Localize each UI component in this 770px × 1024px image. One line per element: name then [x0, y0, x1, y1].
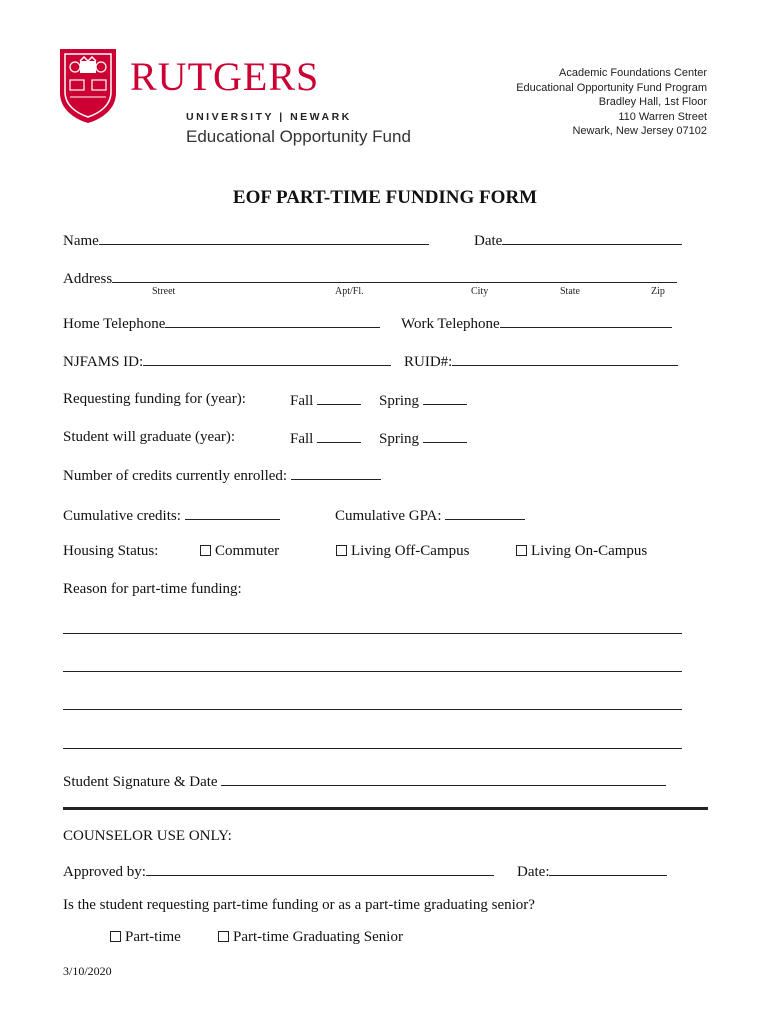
ruid-label: RUID#: [404, 354, 453, 370]
reason-line[interactable] [63, 671, 682, 672]
part-time-senior-label: Part-time Graduating Senior [233, 929, 403, 945]
approved-field[interactable] [146, 861, 494, 876]
home-phone-field[interactable] [165, 313, 380, 328]
housing-label: Housing Status: [63, 543, 159, 559]
housing-option-off-campus[interactable] [336, 542, 469, 560]
address-field[interactable] [112, 268, 677, 283]
counselor-question: Is the student requesting part-time funding or as a part-time graduating senior? [63, 897, 535, 913]
work-phone-field[interactable] [500, 313, 672, 328]
address-sub-apt: Apt/Fl. [335, 286, 364, 297]
off-campus-label: Living Off-Campus [351, 543, 470, 559]
graduate-spring-label: Spring [379, 431, 420, 447]
address-line: Bradley Hall, 1st Floor [598, 96, 707, 108]
credits-enrolled-label: Number of credits currently enrolled: [63, 468, 288, 484]
address-label: Address [63, 271, 113, 287]
njfams-field[interactable] [143, 351, 391, 366]
rutgers-logo [58, 47, 418, 152]
revision-date: 3/10/2020 [63, 964, 112, 978]
graduate-spring-field[interactable] [423, 428, 467, 443]
checkbox-icon[interactable] [200, 545, 211, 556]
address-line: Educational Opportunity Fund Program [516, 81, 707, 94]
requesting-fall-field[interactable] [317, 390, 361, 405]
address-line: 110 Warren Street [618, 110, 707, 123]
office-address [516, 66, 707, 139]
home-phone-label: Home Telephone [63, 316, 166, 332]
address-line: Newark, New Jersey 07102 [572, 125, 707, 137]
housing-option-on-campus[interactable] [516, 542, 647, 560]
reason-label: Reason for part-time funding: [63, 581, 242, 597]
signature-field[interactable] [221, 771, 666, 786]
counselor-date-field[interactable] [549, 861, 667, 876]
part-time-label: Part-time [125, 929, 181, 945]
campus-name: UNIVERSITY | NEWARK [186, 111, 352, 123]
credits-enrolled-field[interactable] [291, 465, 381, 480]
commuter-label: Commuter [215, 543, 280, 559]
checkbox-icon[interactable] [110, 931, 121, 942]
cumulative-credits-label: Cumulative credits: [63, 508, 181, 524]
form-title: EOF PART-TIME FUNDING FORM [232, 187, 538, 208]
requesting-label: Requesting funding for (year): [63, 391, 246, 407]
signature-label: Student Signature & Date [63, 774, 218, 790]
checkbox-icon[interactable] [516, 545, 527, 556]
address-sub-street: Street [152, 286, 176, 297]
reason-line[interactable] [63, 633, 682, 634]
reason-line[interactable] [63, 709, 682, 710]
counselor-date-label: Date: [517, 864, 550, 880]
njfams-label: NJFAMS ID: [63, 354, 144, 370]
address-sub-city: City [471, 286, 489, 297]
checkbox-icon[interactable] [218, 931, 229, 942]
counselor-heading: COUNSELOR USE ONLY: [63, 828, 232, 844]
rutgers-shield-icon [58, 47, 118, 125]
work-phone-label: Work Telephone [401, 316, 500, 332]
reason-line[interactable] [63, 748, 682, 749]
address-line: Academic Foundations Center [559, 67, 707, 79]
graduate-fall-field[interactable] [317, 428, 361, 443]
approved-label: Approved by: [63, 864, 146, 880]
name-label: Name [63, 233, 99, 249]
program-name: Educational Opportunity Fund [186, 127, 411, 146]
graduate-fall-label: Fall [290, 431, 314, 447]
requesting-spring-field[interactable] [423, 390, 467, 405]
cumulative-credits-field[interactable] [185, 505, 280, 520]
date-label: Date [474, 233, 503, 249]
graduate-label: Student will graduate (year): [63, 429, 236, 445]
housing-option-commuter[interactable] [200, 542, 279, 560]
section-divider [63, 807, 708, 810]
address-sub-state: State [560, 286, 580, 297]
cumulative-gpa-field[interactable] [445, 505, 525, 520]
name-field[interactable] [99, 230, 429, 245]
ruid-field[interactable] [452, 351, 678, 366]
option-part-time[interactable] [110, 928, 181, 946]
requesting-spring-label: Spring [379, 393, 420, 409]
date-field[interactable] [502, 230, 682, 245]
rutgers-wordmark: RUTGERS [130, 54, 320, 99]
on-campus-label: Living On-Campus [531, 543, 648, 559]
option-part-time-senior[interactable] [218, 928, 403, 946]
cumulative-gpa-label: Cumulative GPA: [335, 508, 442, 524]
requesting-fall-label: Fall [290, 393, 314, 409]
checkbox-icon[interactable] [336, 545, 347, 556]
address-sub-zip: Zip [651, 286, 665, 297]
